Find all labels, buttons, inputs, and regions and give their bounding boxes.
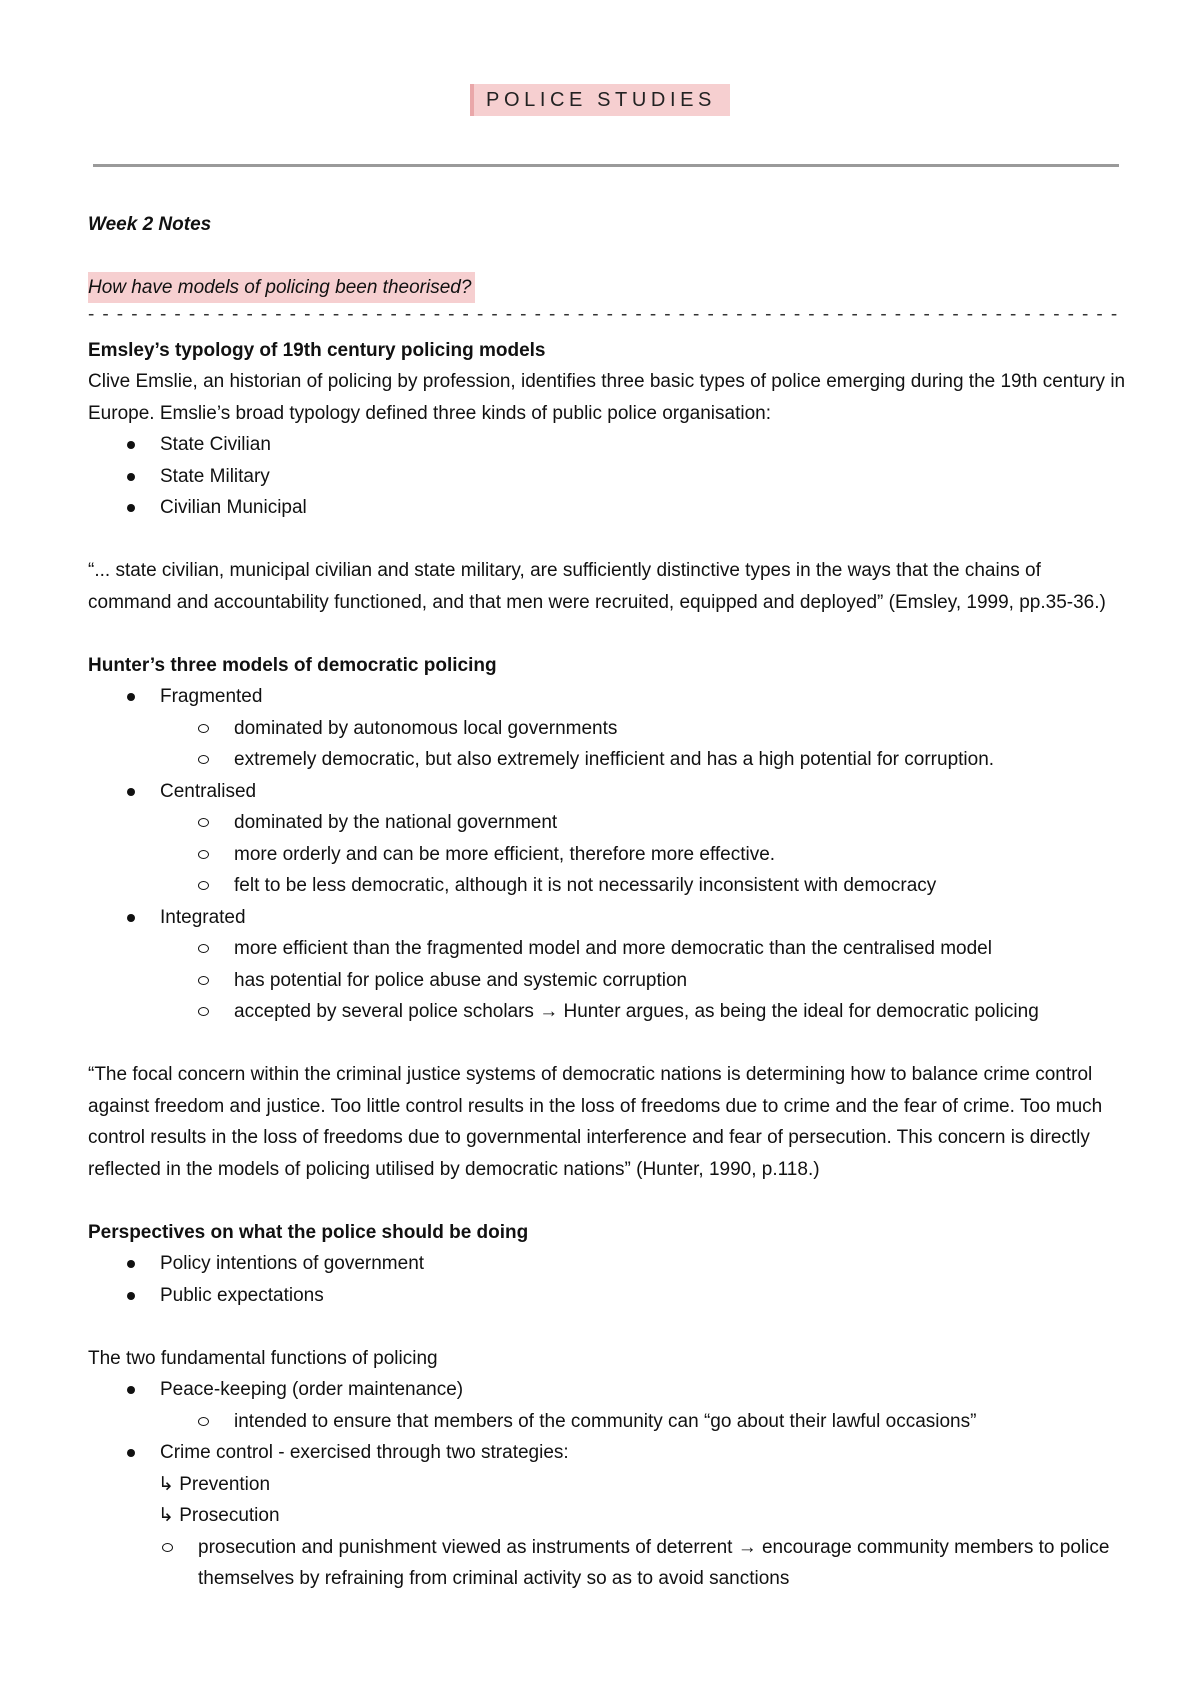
strategy-prosecution: ↳ Prosecution — [158, 1505, 280, 1526]
header — [0, 84, 1200, 117]
sub-list — [198, 933, 1128, 1028]
list-item: State Military — [124, 461, 1128, 493]
sub-list-item: accepted by several police scholars → Hunter argues, as being the ideal for democratic policing — [198, 996, 1128, 1028]
section-question: How have models of policing been theorised? — [88, 272, 475, 304]
emsley-quote: “... state civilian, municipal civilian and state military, are sufficiently distinctive types in the ways that the chains of command and accountability functioned, and that men were recruited, equipped and deployed” (Emsley, 1999, pp.35-36.) — [88, 560, 1106, 613]
list-item — [124, 1374, 1128, 1437]
functions-list — [124, 1374, 1128, 1469]
list-item: Policy intentions of government — [124, 1248, 1128, 1280]
document-title: POLICE STUDIES — [470, 84, 730, 116]
model-label: Fragmented — [160, 686, 263, 707]
list-item — [124, 776, 1128, 902]
sub-list-item: more efficient than the fragmented model and more democratic than the centralised model — [198, 933, 1128, 965]
week-label: Week 2 Notes — [88, 214, 212, 235]
sub-list-item: felt to be less democratic, although it is not necessarily inconsistent with democracy — [198, 870, 1128, 902]
sub-list — [198, 1406, 1128, 1438]
functions-heading: The two fundamental functions of policing — [88, 1347, 438, 1369]
dashed-divider: - - - - - - - - - - - - - - - - - - - - - - - - - - - - - - - - - - - - - - - - - - - - - - - - - - - - - - - - - - - - - - - - - - - - - - - - — [88, 304, 1119, 325]
document-body — [88, 209, 1128, 1595]
sub-list — [198, 713, 1128, 776]
hunter-models-list — [124, 681, 1128, 1028]
list-item — [124, 902, 1128, 1028]
perspectives-heading: Perspectives on what the police should be doing — [88, 1221, 529, 1243]
strategy-prevention: ↳ Prevention — [158, 1473, 271, 1495]
list-item: State Civilian — [124, 429, 1128, 461]
sub-list-item: dominated by autonomous local governments — [198, 713, 1128, 745]
model-label: Centralised — [160, 780, 257, 802]
sub-list-item: intended to ensure that members of the community can “go about their lawful occasions” — [198, 1406, 1128, 1438]
list-item: Civilian Municipal — [124, 492, 1128, 524]
hunter-quote: “The focal concern within the criminal justice systems of democratic nations is determining how to balance crime control against freedom and justice. Too little control results in the loss of freedoms due to crime and the fear of crime. Too much control results in the loss of freedoms due to governmental interference and fear of persecution. This concern is directly reflected in the models of policing utilised by democratic nations” (Hunter, 1990, p.118.) — [88, 1064, 1103, 1180]
list-item — [124, 1437, 1128, 1469]
sub-list-item: extremely democratic, but also extremely inefficient and has a high potential for corruption. — [198, 744, 1128, 776]
sub-list-item: has potential for police abuse and systemic corruption — [198, 965, 1128, 997]
sub-list — [198, 807, 1128, 902]
perspectives-list — [124, 1248, 1128, 1311]
prosecution-list — [124, 1532, 1128, 1595]
sub-list-item: prosecution and punishment viewed as instruments of deterrent → encourage community members to police themselves by refraining from criminal activity so as to avoid sanctions — [162, 1532, 1128, 1595]
sub-list-item: more orderly and can be more efficient, therefore more effective. — [198, 839, 1128, 871]
function-label: Peace-keeping (order maintenance) — [160, 1379, 464, 1400]
sub-list — [162, 1532, 1128, 1595]
emsley-paragraph: Clive Emslie, an historian of policing by profession, identifies three basic types of police emerging during the 19th century in Europe. Emslie’s broad typology defined three kinds of public police organisation: — [88, 371, 1126, 424]
header-divider — [93, 164, 1119, 167]
hunter-heading: Hunter’s three models of democratic policing — [88, 654, 497, 676]
emsley-list — [124, 429, 1128, 524]
list-item — [124, 681, 1128, 776]
model-label: Integrated — [160, 906, 246, 928]
sub-list-item: dominated by the national government — [198, 807, 1128, 839]
list-item: Public expectations — [124, 1280, 1128, 1312]
function-label: Crime control - exercised through two strategies: — [160, 1442, 569, 1463]
emsley-heading: Emsley’s typology of 19th century policing models — [88, 339, 546, 361]
